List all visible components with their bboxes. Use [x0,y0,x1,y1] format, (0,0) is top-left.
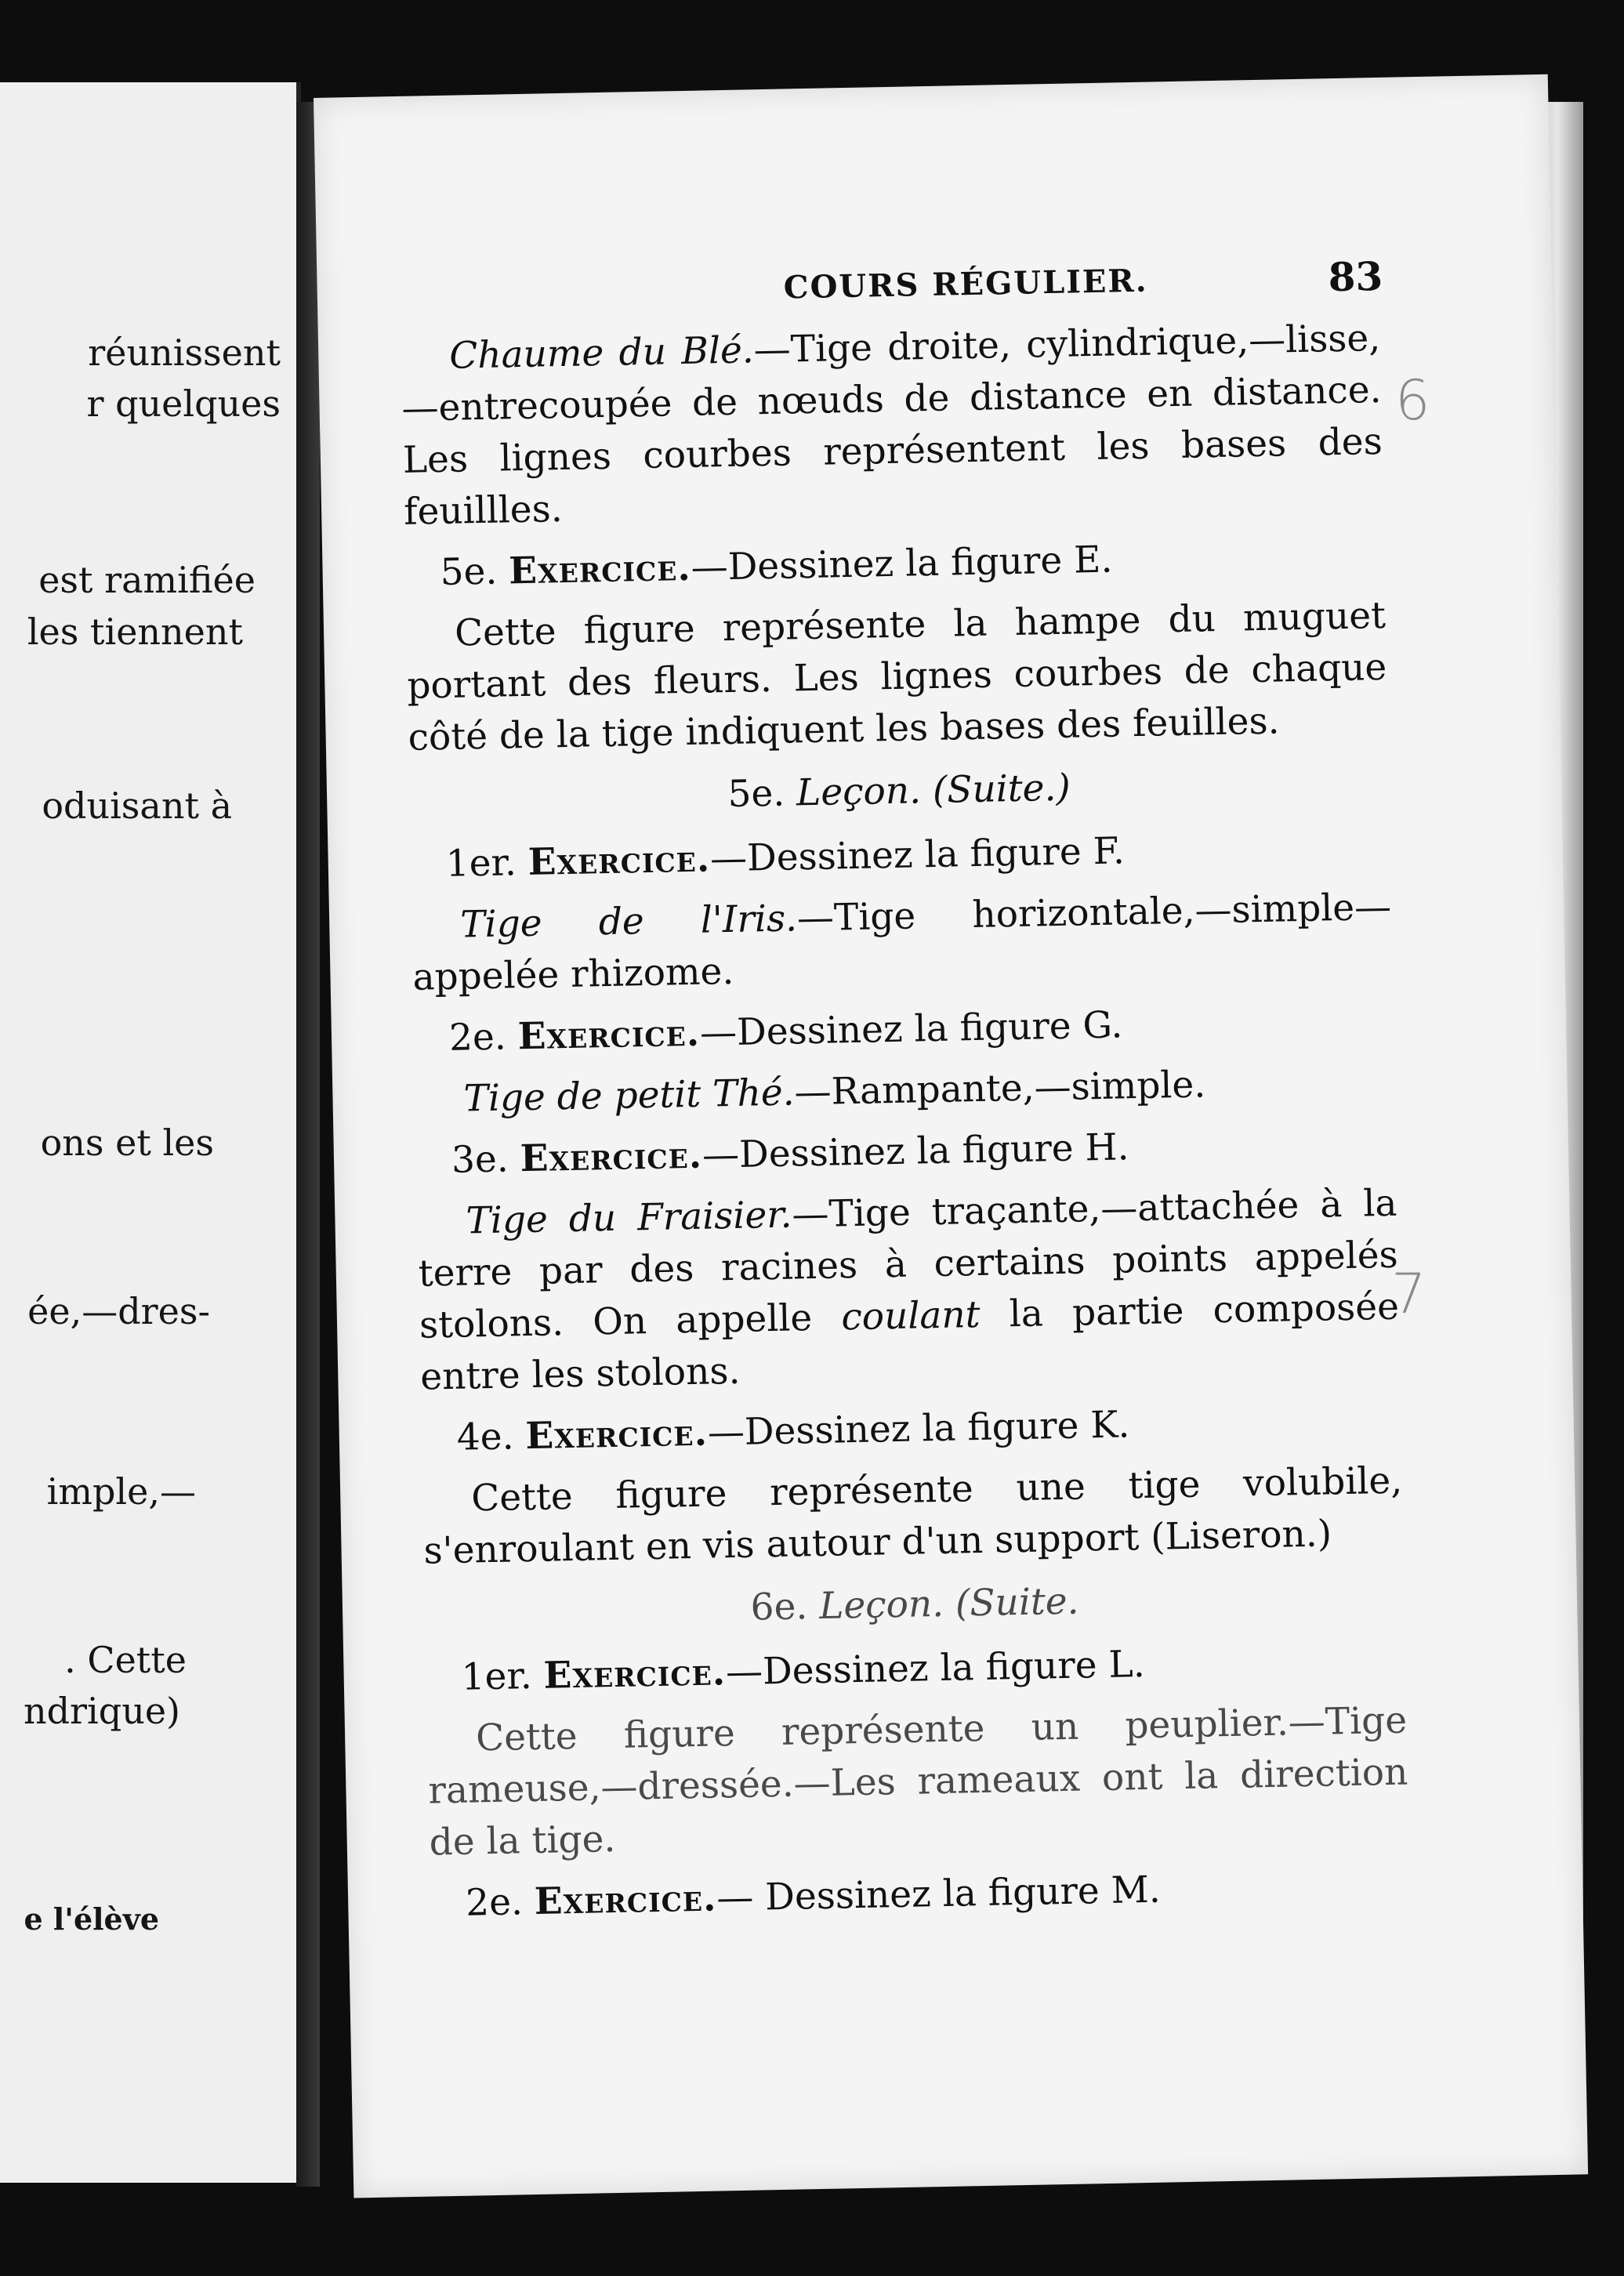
exercise-number: 2e. [448,1015,519,1060]
term-italic: Chaume du Blé. [448,328,755,378]
exercise-number: 3e. [451,1137,521,1182]
lesson-heading [409,756,1390,827]
exercise-text: —Dessinez la figure G. [699,1003,1123,1055]
running-head: COURS RÉGULIER. [783,262,1149,306]
exercise-text: —Dessinez la figure K. [707,1403,1130,1455]
left-line: e l'élève [24,1901,159,1937]
paragraph-text: —Tige traçante,—attachée à la terre par des racines à certains points appelés stolons. On appelle [418,1181,1399,1347]
exercise-number: 5e. [440,549,509,595]
exercise-number: 2e. [465,1880,535,1925]
term-italic: Tige de petit Thé. [463,1071,796,1121]
page-body [401,313,1411,1940]
page-number: 83 [1328,252,1383,301]
paragraph-text: —Tige horizontale,—simple—appelée rhizome. [412,885,1392,999]
paragraph-text: —Rampante,—simple. [794,1063,1206,1114]
exercise-label: Exercice. [524,1411,709,1459]
pencil-mark: 7 [1391,1262,1426,1326]
pencil-mark: 6 [1395,368,1430,433]
exercise-label: Exercice. [517,1011,701,1059]
left-page-fragment [0,82,301,2183]
left-line: ons et les [40,1122,214,1164]
term-italic: Tige du Fraisier. [466,1193,792,1243]
exercise-text: — Dessinez la figure M. [716,1868,1162,1920]
term-italic: Tige de l'Iris. [459,897,798,947]
exercise-label: Exercice. [508,545,692,593]
lesson-number: 6e. [750,1584,820,1629]
exercise-line [451,1117,1396,1187]
exercise-label: Exercice. [543,1651,727,1698]
exercise-line [445,821,1390,890]
paragraph-volubile: Cette figure représente une tige volubile, s'enroulant en vis autour d'un support (Liseron.) [423,1459,1403,1573]
book-gutter [296,102,320,2187]
left-line: oduisant à [42,785,232,827]
paragraph-fraisier [417,1178,1401,1404]
paragraph-peuplier: Cette figure représente un peuplier.—Tige rameuse,—dressée.—Les rameaux ont la direction de la tige. [427,1698,1408,1865]
lesson-title: Leçon. (Suite.) [796,766,1071,815]
term-italic: coulant [840,1292,981,1339]
paragraph-the [415,1056,1395,1126]
paragraph-chaume [401,313,1384,538]
exercise-text: —Dessinez la figure E. [691,538,1113,589]
left-line: ée,—dres- [27,1290,210,1332]
paragraph-muguet: Cette figure représente la hampe du muguet portant des fleurs. Les lignes courbes de chaque côté de la tige indiquent les bases des feuilles. [406,593,1387,759]
left-line: les tiennent [27,611,243,653]
left-line: ndrique) [23,1690,180,1732]
exercise-number: 1er. [445,840,529,886]
exercise-text: —Dessinez la figure H. [701,1125,1129,1177]
left-line: imple,— [46,1470,196,1513]
page-header [395,252,1610,306]
lesson-title: Leçon. (Suite. [818,1579,1079,1628]
paragraph-text: —Tige droite, cylindrique,—lisse,—entrecoupée de nœuds de distance en distance. Les lignes courbes représentent les bases des feuillles. [401,316,1383,534]
lesson-number: 5e. [727,771,797,817]
exercise-line [461,1634,1406,1704]
left-line: r quelques [86,382,281,425]
paragraph-text: la partie composée entre les stolons. [419,1285,1400,1399]
exercise-label: Exercice. [534,1876,717,1924]
exercise-line [456,1394,1401,1464]
exercise-label: Exercice. [520,1133,703,1181]
exercise-line [440,529,1385,599]
left-line: réunissent [88,332,281,374]
paragraph-iris [411,882,1393,1004]
exercise-line [466,1860,1411,1930]
exercise-text: —Dessinez la figure F. [709,829,1126,881]
exercise-number: 4e. [456,1415,526,1459]
exercise-number: 1er. [461,1654,545,1699]
lesson-heading [425,1570,1405,1640]
left-line: est ramifiée [38,559,256,601]
exercise-line [448,995,1394,1064]
left-line: . Cette [64,1639,187,1681]
exercise-text: —Dessinez la figure L. [725,1643,1146,1694]
exercise-label: Exercice. [527,837,711,884]
